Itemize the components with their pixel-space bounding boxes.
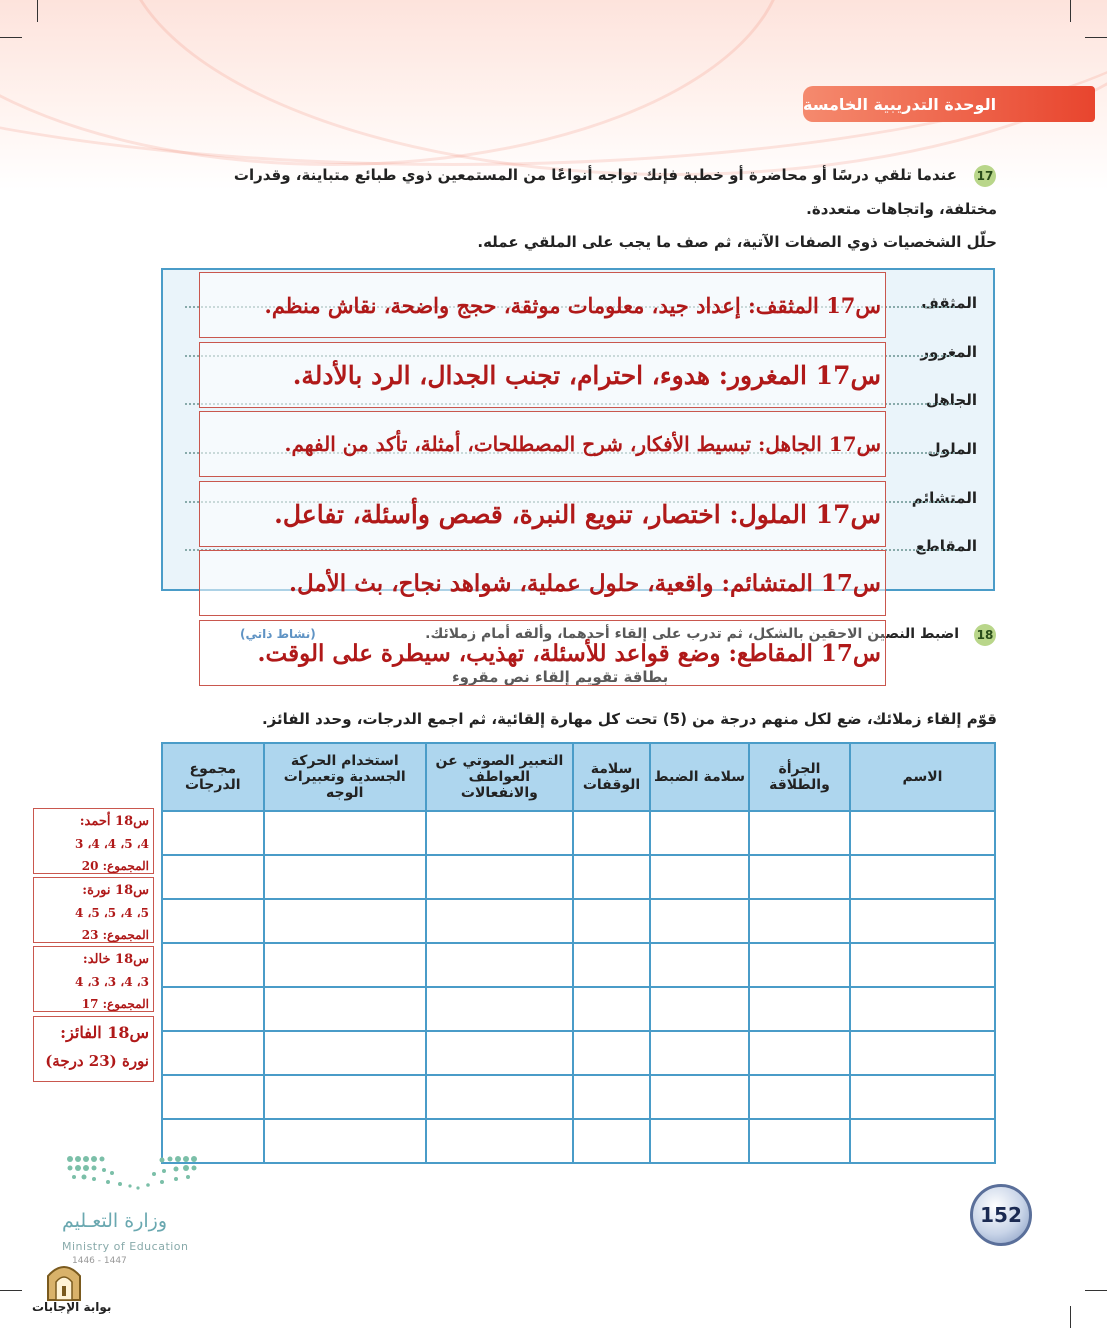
unit-title: الوحدة التدريبية الخامسة	[803, 94, 997, 114]
side-answer-line: نورة (23 درجة)	[45, 1052, 149, 1070]
crop-mark	[0, 1290, 22, 1291]
portal-name: بوابة الإجابات	[32, 1300, 112, 1314]
side-answer-line: 5، 4، 5، 5، 4	[74, 906, 149, 920]
crop-mark	[1070, 0, 1071, 22]
table-cell[interactable]	[573, 811, 650, 855]
table-cell[interactable]	[749, 1075, 850, 1119]
table-cell[interactable]	[264, 987, 426, 1031]
table-cell[interactable]	[650, 1119, 749, 1163]
table-cell[interactable]	[749, 1119, 850, 1163]
table-cell[interactable]	[162, 1075, 264, 1119]
table-cell[interactable]	[264, 1031, 426, 1075]
table-cell[interactable]	[162, 943, 264, 987]
personality-label: المتشائم	[911, 489, 977, 507]
table-cell[interactable]	[573, 855, 650, 899]
table-cell[interactable]	[850, 987, 995, 1031]
side-answer-line: المجموع: 20	[81, 859, 149, 873]
side-answer-line: س18 خالد:	[82, 952, 149, 967]
table-cell[interactable]	[426, 1075, 573, 1119]
side-answer-line: س18 أحمد:	[79, 814, 149, 829]
question-18-tag: (نشاط ذاتي)	[240, 627, 316, 641]
table-cell[interactable]	[850, 1119, 995, 1163]
table-cell[interactable]	[162, 811, 264, 855]
academic-years: 1446 - 1447	[72, 1256, 127, 1266]
ministry-name-ar: وزارة التعـليم	[62, 1210, 168, 1232]
crop-mark	[37, 0, 38, 22]
table-cell[interactable]	[264, 811, 426, 855]
personality-label: المثقف	[921, 294, 977, 312]
table-cell[interactable]	[162, 899, 264, 943]
answer-text: س17 المقاطع: وضع قواعد للأسئلة، تهذيب، سيطرة على الوقت.	[257, 639, 881, 667]
table-cell[interactable]	[573, 1075, 650, 1119]
table-cell[interactable]	[573, 943, 650, 987]
ministry-logo-icon	[64, 1154, 200, 1198]
table-cell[interactable]	[650, 987, 749, 1031]
answer-box	[199, 272, 886, 338]
side-answer	[33, 808, 154, 874]
question-18-number: 18	[974, 624, 996, 646]
table-cell[interactable]	[573, 899, 650, 943]
answer-text: س17 المغرور: هدوء، احترام، تجنب الجدال، الرد بالأدلة.	[292, 360, 881, 390]
ministry-name-en: Ministry of Education	[62, 1240, 189, 1253]
column-header: الاسم	[850, 743, 995, 811]
side-answer	[33, 877, 154, 943]
evaluation-instruction: قوّم إلقاء زملائك، ضع لكل منهم درجة من (5) تحت كل مهارة إلقائية، ثم اجمع الدرجات، وحدد الفائز.	[261, 710, 997, 728]
table-cell[interactable]	[749, 899, 850, 943]
table-cell[interactable]	[650, 811, 749, 855]
personality-label: المغرور	[920, 343, 977, 361]
table-cell[interactable]	[749, 1031, 850, 1075]
side-answer-line: 3، 4، 3، 3، 4	[74, 975, 149, 989]
personality-label: المقاطع	[915, 537, 977, 555]
table-cell[interactable]	[264, 943, 426, 987]
evaluation-table	[161, 742, 996, 1164]
answer-text: س17 المثقف: إعداد جيد، معلومات موثقة، حجج واضحة، نقاش منظم.	[264, 292, 881, 318]
side-answer-line: المجموع: 23	[81, 928, 149, 942]
unit-title-banner	[803, 86, 1095, 122]
table-cell[interactable]	[650, 1031, 749, 1075]
portal-logo-icon	[44, 1258, 84, 1302]
evaluation-card-title: بطاقة تقويم إلقاء نص مقروء	[452, 668, 669, 686]
column-header: استخدام الحركة الجسدية وتعبيرات الوجه	[264, 743, 426, 811]
table-cell[interactable]	[749, 811, 850, 855]
answer-box	[199, 550, 886, 616]
crop-mark	[0, 37, 22, 38]
column-header: سلامة الضبط	[650, 743, 749, 811]
table-row	[162, 1031, 995, 1075]
table-row	[162, 855, 995, 899]
question-17-text-line1: عندما تلقي درسًا أو محاضرة أو خطبة فإنك تواجه أنواعًا من المستمعين ذوي طبائع متباينة، وقدرات	[233, 166, 957, 184]
answer-text: س17 الملول: اختصار، تنويع النبرة، قصص وأسئلة، تفاعل.	[274, 499, 881, 529]
table-cell[interactable]	[749, 943, 850, 987]
page-number: 152	[980, 1203, 1022, 1227]
table-cell[interactable]	[264, 899, 426, 943]
table-row	[162, 987, 995, 1031]
table-cell[interactable]	[426, 1119, 573, 1163]
column-header: الجرأة والطلاقة	[749, 743, 850, 811]
crop-mark	[1070, 1306, 1071, 1328]
table-cell[interactable]	[573, 1031, 650, 1075]
table-cell[interactable]	[426, 987, 573, 1031]
table-cell[interactable]	[650, 899, 749, 943]
table-cell[interactable]	[573, 987, 650, 1031]
table-cell[interactable]	[264, 1119, 426, 1163]
personality-label: الجاهل	[925, 391, 977, 409]
table-cell[interactable]	[426, 899, 573, 943]
answer-box	[199, 342, 886, 408]
table-row	[162, 1119, 995, 1163]
side-answer-line: 4، 5، 4، 4، 3	[74, 837, 149, 851]
table-row	[162, 943, 995, 987]
table-cell[interactable]	[850, 1075, 995, 1119]
page-number-badge	[970, 1184, 1032, 1246]
question-18-text: اضبط النصين الاحقين بالشكل، ثم تدرب على إلقاء أحدهما، وألقه أمام زملائك.	[425, 626, 959, 642]
table-cell[interactable]	[426, 855, 573, 899]
table-cell[interactable]	[426, 811, 573, 855]
table-cell[interactable]	[162, 1031, 264, 1075]
table-row	[162, 1075, 995, 1119]
table-cell[interactable]	[850, 855, 995, 899]
table-cell[interactable]	[264, 855, 426, 899]
answer-box	[199, 411, 886, 477]
side-answer-line: المجموع: 17	[81, 997, 149, 1011]
table-header-row	[162, 743, 995, 811]
table-cell[interactable]	[162, 855, 264, 899]
answer-text: س17 المتشائم: واقعية، حلول عملية، شواهد نجاح، بث الأمل.	[288, 569, 881, 597]
crop-mark	[1085, 1290, 1107, 1291]
crop-mark	[1085, 37, 1107, 38]
answer-box	[199, 620, 886, 686]
table-cell[interactable]	[650, 943, 749, 987]
side-answer	[33, 946, 154, 1012]
table-cell[interactable]	[650, 855, 749, 899]
column-header: التعبير الصوتي عن العواطف والانفعالات	[426, 743, 573, 811]
column-header: مجموع الدرجات	[162, 743, 264, 811]
table-row	[162, 899, 995, 943]
table-cell[interactable]	[426, 943, 573, 987]
table-cell[interactable]	[573, 1119, 650, 1163]
table-cell[interactable]	[426, 1031, 573, 1075]
table-cell[interactable]	[162, 987, 264, 1031]
side-answer-line: س18 الفائز:	[60, 1023, 149, 1042]
column-header: سلامة الوقفات	[573, 743, 650, 811]
question-17-text-line2: مختلفة، واتجاهات متعددة.	[806, 200, 997, 218]
table-cell[interactable]	[264, 1075, 426, 1119]
table-cell[interactable]	[850, 811, 995, 855]
question-17-number: 17	[974, 165, 996, 187]
table-cell[interactable]	[749, 855, 850, 899]
question-17-instruction: حلّل الشخصيات ذوي الصفات الآتية، ثم صف ما يجب على الملقي عمله.	[477, 233, 997, 251]
answer-text: س17 الجاهل: تبسيط الأفكار، شرح المصطلحات، أمثلة، تأكد من الفهم.	[284, 432, 881, 456]
table-cell[interactable]	[850, 1031, 995, 1075]
table-cell[interactable]	[850, 899, 995, 943]
side-answer-line: س18 نورة:	[82, 883, 149, 898]
table-cell[interactable]	[650, 1075, 749, 1119]
answer-box	[199, 481, 886, 547]
table-cell[interactable]	[850, 943, 995, 987]
table-row	[162, 811, 995, 855]
table-cell[interactable]	[749, 987, 850, 1031]
side-answer	[33, 1016, 154, 1082]
personality-label: الملول	[927, 440, 977, 458]
